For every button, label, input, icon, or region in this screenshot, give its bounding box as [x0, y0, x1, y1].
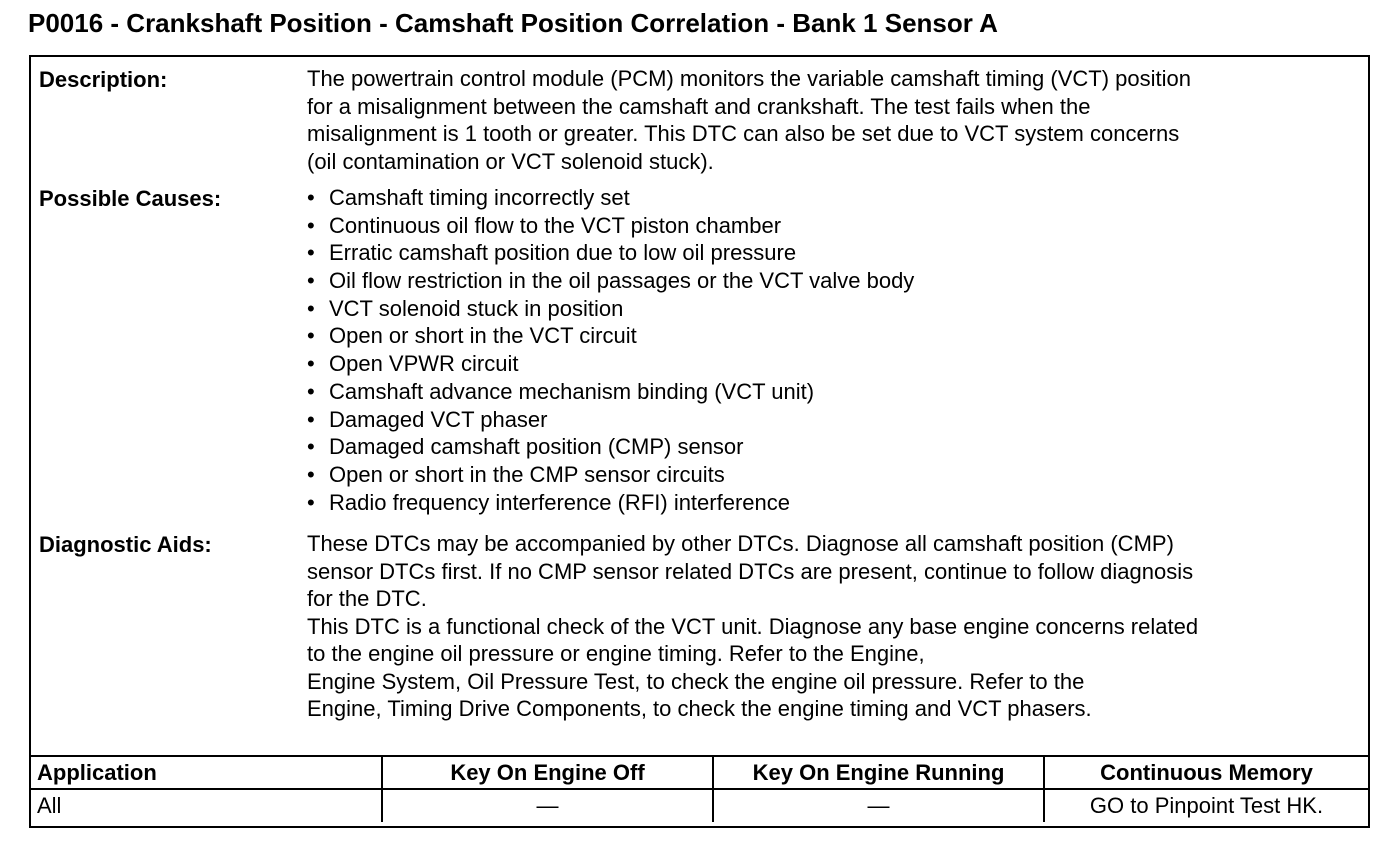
- cause-text: Camshaft advance mechanism binding (VCT unit): [329, 378, 815, 404]
- cause-text: Erratic camshaft position due to low oil pressure: [329, 240, 797, 266]
- column-header-continuous-memory: Continuous Memory: [1044, 756, 1368, 789]
- bullet-icon: •: [307, 212, 315, 238]
- list-item: [307, 322, 914, 350]
- cause-text: Oil flow restriction in the oil passages or the VCT valve body: [329, 268, 915, 294]
- table-cell-application: All: [31, 789, 382, 822]
- description-label: Description:: [39, 67, 168, 92]
- cause-text: Continuous oil flow to the VCT piston chamber: [329, 212, 782, 238]
- column-header-koeo: Key On Engine Off: [382, 756, 713, 789]
- bullet-icon: •: [307, 461, 315, 487]
- list-item: [307, 461, 914, 489]
- description-line: The powertrain control module (PCM) monitors the variable camshaft timing (VCT) position: [307, 66, 1191, 91]
- list-item: [307, 212, 914, 240]
- cause-text: Damaged VCT phaser: [329, 406, 548, 432]
- table-header-row: [31, 756, 1368, 789]
- description-body: [307, 65, 1191, 175]
- possible-causes-label: Possible Causes:: [39, 186, 222, 211]
- table-cell-koer: —: [713, 789, 1044, 822]
- cause-text: Damaged camshaft position (CMP) sensor: [329, 434, 744, 460]
- table-cell-koeo: —: [382, 789, 713, 822]
- list-item: [307, 239, 914, 267]
- list-item: [307, 267, 914, 295]
- bullet-icon: •: [307, 185, 315, 210]
- description-line: for a misalignment between the camshaft and crankshaft. The test fails when the: [307, 93, 1091, 119]
- diagnostic-aids-line: This DTC is a functional check of the VCT unit. Diagnose any base engine concerns related: [307, 613, 1199, 639]
- cause-text: Camshaft timing incorrectly set: [329, 185, 630, 210]
- diagnostic-aids-label: Diagnostic Aids:: [39, 532, 212, 557]
- bullet-icon: •: [307, 406, 315, 432]
- diagnostic-aids-line: These DTCs may be accompanied by other DTCs. Diagnose all camshaft position (CMP): [307, 531, 1174, 556]
- column-header-koer: Key On Engine Running: [713, 756, 1044, 789]
- bullet-icon: •: [307, 268, 315, 294]
- cause-text: Radio frequency interference (RFI) interference: [329, 489, 790, 515]
- bullet-icon: •: [307, 351, 315, 377]
- page-title: P0016 - Crankshaft Position - Camshaft Position Correlation - Bank 1 Sensor A: [28, 8, 998, 38]
- list-item: [307, 350, 914, 378]
- list-item: [307, 378, 914, 406]
- column-header-application: Application: [31, 756, 382, 789]
- bullet-icon: •: [307, 240, 315, 266]
- list-item: [307, 489, 914, 517]
- diagnostic-aids-line: for the DTC.: [307, 586, 427, 611]
- diagnostic-aids-line: sensor DTCs first. If no CMP sensor related DTCs are present, continue to follow diagnosis: [307, 558, 1194, 584]
- bullet-icon: •: [307, 295, 315, 321]
- diagnostic-aids-body: [307, 530, 1198, 723]
- bullet-icon: •: [307, 434, 315, 460]
- possible-causes-body: [307, 184, 914, 516]
- bullet-icon: •: [307, 489, 315, 515]
- list-item: [307, 406, 914, 434]
- possible-causes-list: [307, 184, 914, 516]
- table-row: [31, 789, 1368, 822]
- list-item: [307, 184, 914, 212]
- cause-text: Open or short in the VCT circuit: [329, 323, 637, 349]
- dtc-info-box: [29, 55, 1370, 828]
- description-line: misalignment is 1 tooth or greater. This DTC can also be set due to VCT system concerns: [307, 121, 1180, 146]
- application-table: [31, 755, 1368, 822]
- bullet-icon: •: [307, 378, 315, 404]
- diagnostic-aids-line: Engine System, Oil Pressure Test, to check the engine oil pressure. Refer to the: [307, 668, 1085, 694]
- cause-text: VCT solenoid stuck in position: [329, 295, 624, 321]
- diagnostic-aids-line: to the engine oil pressure or engine timing. Refer to the Engine,: [307, 641, 925, 666]
- diagnostic-aids-line: Engine, Timing Drive Components, to check the engine timing and VCT phasers.: [307, 696, 1092, 721]
- bullet-icon: •: [307, 323, 315, 349]
- table-cell-continuous-memory: GO to Pinpoint Test HK.: [1044, 789, 1368, 822]
- description-line: (oil contamination or VCT solenoid stuck).: [307, 148, 714, 174]
- list-item: [307, 433, 914, 461]
- cause-text: Open or short in the CMP sensor circuits: [329, 461, 725, 487]
- list-item: [307, 295, 914, 323]
- cause-text: Open VPWR circuit: [329, 351, 519, 377]
